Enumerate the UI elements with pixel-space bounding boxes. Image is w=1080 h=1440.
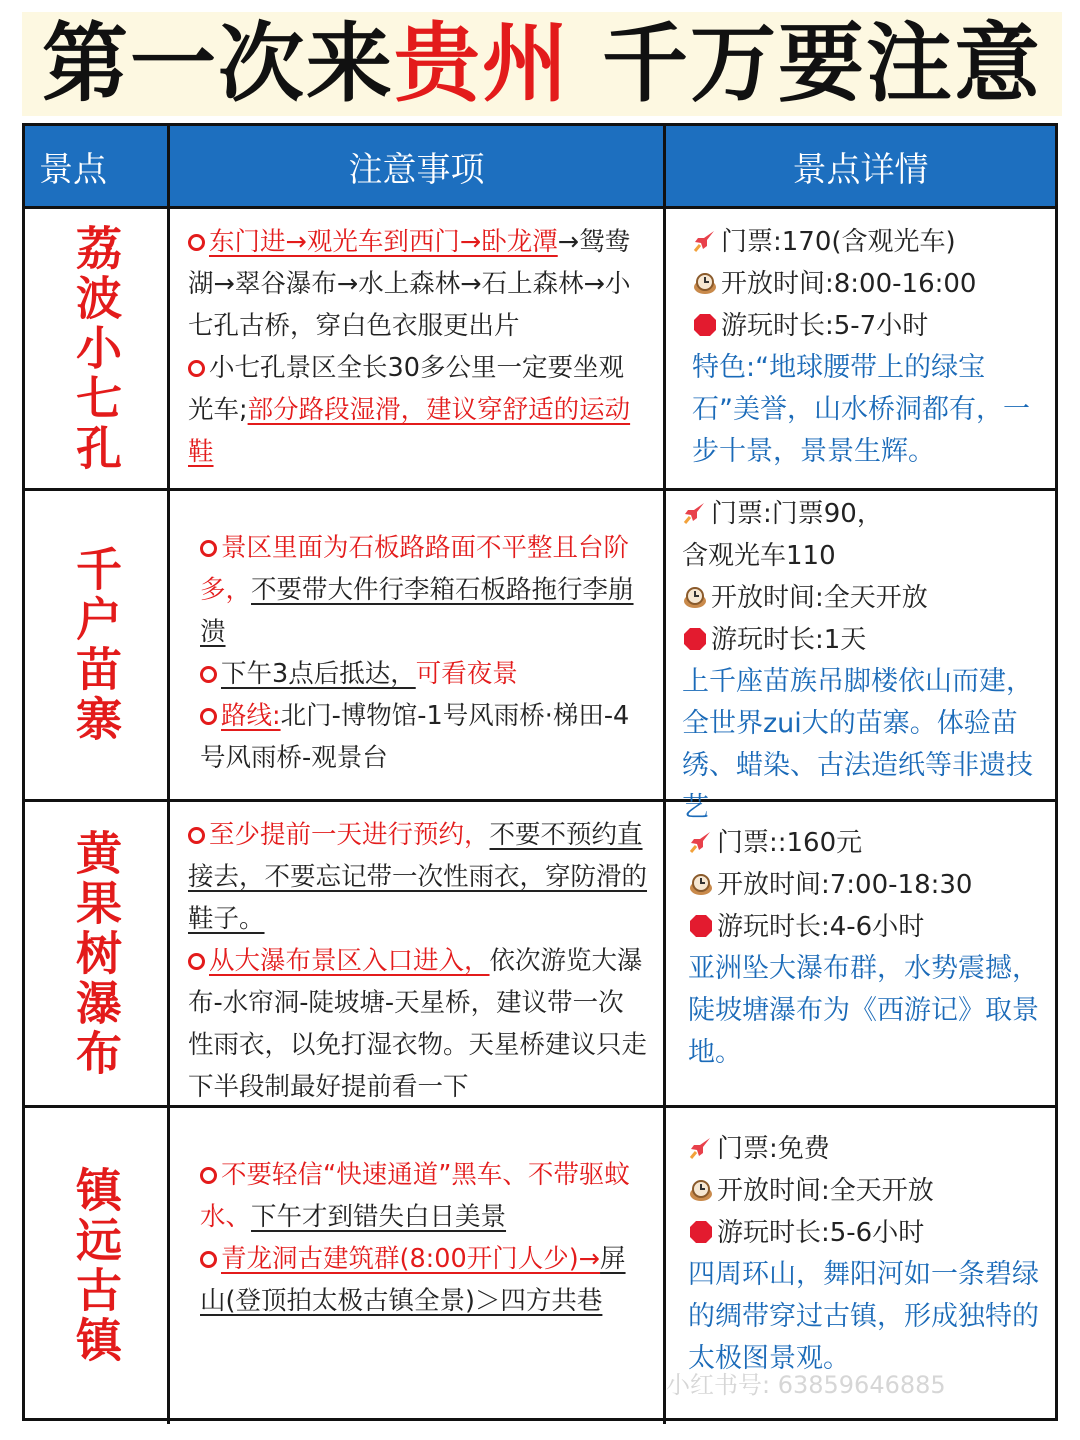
page-title: [42, 14, 1042, 114]
rocket-icon: [688, 1135, 714, 1161]
spot-name-cell: [25, 209, 170, 491]
red-circle-icon: [200, 666, 217, 683]
note-text: 依次游览大瀑布-水帘洞-陡坡塘-天星桥，建议带一次性雨衣，以免打湿衣物。天星桥建议只走下半段制最好提前看一下: [188, 946, 648, 1102]
notes-cell: [170, 491, 666, 802]
red-circle-icon: [188, 827, 205, 844]
red-circle-icon: [188, 360, 205, 377]
red-dot-icon: [688, 913, 714, 939]
hours-line: [692, 263, 1043, 305]
duration-line: [688, 1212, 1043, 1254]
note-text: 北门-博物馆-1号风雨桥·梯田-4号风雨桥-观景台: [200, 701, 630, 773]
ticket-line: [688, 822, 1043, 864]
ticket-line: [682, 493, 1043, 535]
note-highlight: 景区里面为石板路路面不平整且台阶多，: [200, 533, 630, 605]
notes-cell: [170, 802, 666, 1108]
ticket-line: [688, 1128, 1043, 1170]
feature-text: 特色:“地球腰带上的绿宝石”美誉，山水桥洞都有，一步十景，景景生辉。: [692, 352, 1030, 467]
spot-name-cell: [25, 1108, 170, 1424]
hours-text: 开放时间:全天开放: [711, 583, 928, 613]
note-text: 不要不预约直接去，不要忘记带一次性雨衣，穿防滑的鞋子。: [188, 820, 648, 934]
ticket-text: 门票:170(含观光车): [721, 227, 956, 257]
ticket-text: 门票:门票90，: [711, 499, 883, 529]
note-highlight: 从大瀑布景区入口进入，: [209, 946, 490, 976]
ticket-text: 门票:免费: [717, 1134, 830, 1164]
clock-icon: [688, 871, 714, 897]
title-highlight: 贵州: [394, 14, 571, 114]
hours-line: [682, 577, 1043, 619]
spot-name: 荔波小七孔: [69, 223, 123, 474]
red-circle-icon: [188, 234, 205, 251]
red-circle-icon: [200, 540, 217, 557]
note-highlight: 不要轻信“快速通道”黑车、不带驱蚊水、: [200, 1160, 630, 1232]
spot-name-cell: [25, 802, 170, 1108]
red-dot-icon: [692, 312, 718, 338]
note-text: 下午3点后抵达，: [221, 659, 416, 689]
feature-text: 四周环山，舞阳河如一条碧绿的绸带穿过古镇，形成独特的太极图景观。: [688, 1259, 1039, 1374]
header-details: 景点详情: [666, 126, 1055, 209]
red-circle-icon: [200, 1251, 217, 1268]
duration-line: [688, 906, 1043, 948]
note-highlight: 东门进→观光车到西门→卧龙潭: [209, 227, 558, 257]
header-notes: 注意事项: [170, 126, 666, 209]
attractions-table: [22, 123, 1058, 1421]
rocket-icon: [692, 228, 718, 254]
feature-text: 亚洲坠大瀑布群，水势震撼，陡坡塘瀑布为《西游记》取景地。: [688, 953, 1039, 1068]
red-circle-icon: [200, 1167, 217, 1184]
clock-icon: [682, 584, 708, 610]
hours-text: 开放时间:7:00-18:30: [717, 870, 973, 900]
feature-text: 上千座苗族吊脚楼依山而建，全世界zui大的苗寨。体验苗绣、蜡染、古法造纸等非遗技艺: [682, 666, 1033, 823]
notes-cell: [170, 1108, 666, 1424]
ticket-text: 门票::160元: [717, 828, 863, 858]
rocket-icon: [688, 829, 714, 855]
hours-text: 开放时间:全天开放: [717, 1176, 934, 1206]
watermark: 小红书号: 6385964688​5: [666, 1371, 946, 1399]
note-text: 屏山(登顶拍太极古镇全景)＞四方共巷: [200, 1244, 626, 1316]
hours-line: [688, 1170, 1043, 1212]
spot-name: 镇远古镇: [69, 1166, 123, 1366]
clock-icon: [692, 270, 718, 296]
ticket-line: [692, 221, 1043, 263]
note-highlight: 青龙洞古建筑群(8:00开门人少)→: [221, 1244, 601, 1274]
title-part-2: 千万要注意: [570, 14, 1042, 114]
title-part-1: 第一次来: [42, 14, 395, 114]
note-highlight: 至少提前一天进行预约，: [209, 820, 490, 850]
duration-text: 游玩时长:1天: [711, 625, 867, 655]
details-cell: [666, 491, 1055, 823]
duration-text: 游玩时长:5-7小时: [721, 311, 929, 341]
spot-name-cell: [25, 491, 170, 802]
spot-name: 千户苗寨: [69, 545, 123, 745]
clock-icon: [688, 1177, 714, 1203]
duration-text: 游玩时长:4-6小时: [717, 912, 925, 942]
red-dot-icon: [688, 1219, 714, 1245]
details-cell: [666, 209, 1055, 491]
note-text: 小七孔景区全长30多公里一定要坐观光车;: [188, 353, 624, 425]
duration-text: 游玩时长:5-6小时: [717, 1218, 925, 1248]
note-text: 下午才到错失白日美景: [251, 1202, 507, 1232]
duration-line: [682, 619, 1043, 661]
hours-text: 开放时间:8:00-16:00: [721, 269, 977, 299]
details-cell: [666, 802, 1055, 1108]
rocket-icon: [682, 500, 708, 526]
red-circle-icon: [188, 953, 205, 970]
note-text: 不要带大件行李箱石板路拖行李崩溃: [200, 575, 634, 647]
header-spot: 景点: [25, 126, 170, 209]
note-highlight: 可看夜景: [415, 659, 518, 689]
notes-cell: [170, 209, 666, 491]
note-highlight: 部分路段湿滑，建议穿舒适的运动鞋: [188, 395, 631, 467]
note-text: →鸳鸯湖→翠谷瀑布→水上森林→石上森林→小七孔古桥，穿白色衣服更出片: [188, 227, 631, 341]
duration-line: [692, 305, 1043, 347]
note-highlight: 路线:: [221, 701, 281, 731]
red-circle-icon: [200, 708, 217, 725]
title-banner: [22, 12, 1062, 116]
ticket-text-2: 含观光车110: [682, 541, 836, 571]
red-dot-icon: [682, 626, 708, 652]
spot-name: 黄果树瀑布: [69, 828, 123, 1079]
hours-line: [688, 864, 1043, 906]
